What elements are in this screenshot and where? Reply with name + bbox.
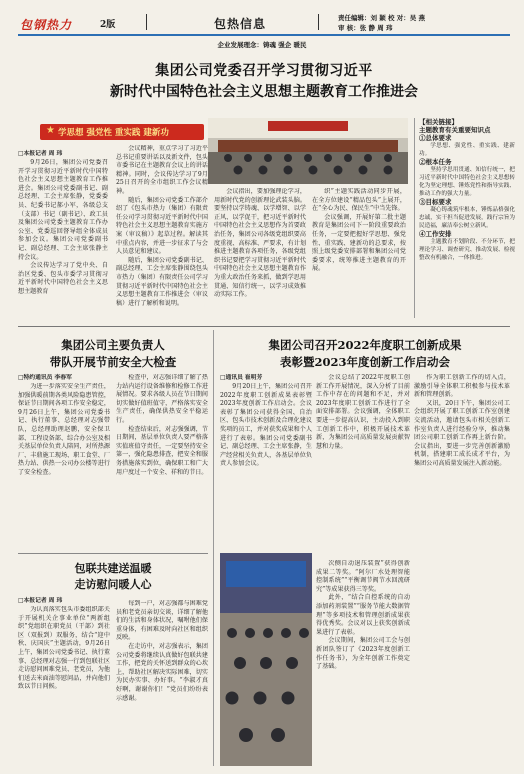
lead-byline: □本报记者 周 玮	[18, 151, 63, 157]
story3-byline: □本报记者 周 玮	[18, 598, 63, 604]
lead-col2-para-3: 随后，集团公司党委副书记、副总经理、工会主席张静围绕包头市热力（集团）有限责任公司学习贯彻习近平新时代中国特色社会主义思想主题教育工作推进会（审议稿）进行了解析和说明。	[116, 256, 208, 307]
lead-col1-para-1: 9月26日，集团公司党委召开学习贯彻习近平新时代中国特色社会主义思想主题教育工作推进会。集团公司党委副书记、副总经理、工会主席张静，党委委员、纪委书记郝小军，各级总支（支部）书记（副书记）、政工员及集团公司党委主题教育工作办公室、党委巡回督导组全体成员参加会议。集团公司党委副书记、副总经理、工会主席张静主持会议。	[18, 159, 108, 261]
sidebar-item-1-body: 学思想、强党性、重实践、建新功。	[419, 143, 515, 157]
lead-headline-line-1: 集团公司党委召开学习贯彻习近平	[155, 63, 373, 79]
page-number: 2版	[100, 20, 116, 30]
lead-column-1	[18, 159, 108, 321]
lead-headline-line-2: 新时代中国特色社会主义思想主题教育工作推进会	[110, 84, 418, 100]
story4-headline-line-1: 集团公司召开2022年度职工创新成果	[268, 338, 462, 352]
story4-headline-line-2: 表彰暨2023年度创新工作启动会	[279, 355, 450, 369]
sidebar-item-4-title: ④工作安排	[419, 230, 452, 238]
story2-headline-line-1: 集团公司主要负责人	[61, 338, 165, 352]
story4-byline: □通讯员 崔明芳	[220, 375, 263, 381]
story4-column-3	[316, 560, 410, 766]
story4-column-1	[220, 383, 312, 549]
masthead-divider-2	[318, 14, 319, 30]
sidebar-subheading: 主题教育有关重要知识点	[419, 126, 491, 134]
sidebar-item-1-title: ①总体要求	[419, 134, 452, 142]
story3-col2-para-1: 每到一户，对志强都与困难党员和老党员亲切交谈，详细了解他们的生活和身体状况，嘱咐他们保重身体，有困难及时向社区和组织反映。	[116, 600, 208, 642]
story3-headline-line-2: 走访慰问暖人心	[74, 578, 152, 591]
masthead-rule	[18, 34, 510, 36]
section-divider	[18, 326, 510, 327]
story4-col4-para-1: 作为职工创新工作的切入点，激励引导全体职工积极参与技术革新和管理创新。	[414, 374, 510, 399]
story2-byline: □特约通讯员 李春军	[18, 375, 72, 381]
story3-headline-line-1: 包联共建送温暖	[74, 562, 152, 575]
lead-col4-para-1: 织”主题实践活动同步开展，在全方位建设“精品包头”上展开，在“全心为民、保民生”中当先锋。	[312, 188, 406, 213]
lead-col2-para-1: 会议精神，重点学习了习近平总书记重要讲话以及新文件，包头市委书记在主题教育会议上的讲话精神。同时，会议传达学习了9月25日召开的全市组织工作会议精神。	[116, 145, 208, 195]
story2-column-1	[18, 383, 110, 549]
editor-line-2: 审 核：张 静 周 玮	[338, 24, 393, 32]
slogan-banner	[40, 124, 204, 140]
company-motto: 企业发展理念：铸魂 强企 暖民	[217, 41, 307, 49]
section-title: 包热信息	[214, 17, 267, 31]
story4-column-4	[414, 374, 510, 766]
award-ceremony-photo-image	[220, 553, 312, 766]
lead-col2-para-2: 随后，集团公司党委工作部介绍了《包头市热力（集团）有限责任公司学习贯彻习近平新时代中国特色社会主义思想主题教育实施方案（审议稿）》起草过程。解读其中重点内容，并进一步征求了与会人员意见和建议。	[116, 196, 208, 256]
lead-col3-para-1: 会议指出，要加强理论学习，用新时代党的创新理论武装头脑。要坚持以学铸魂、以学增智、以学正风、以学促干，把习近平新时代中国特色社会主义思想作为首要政治任务，集团公司各级党组织要高度重视、高标准、严要求，有计划推进主题教育各项任务，各级党组织书记要把学习贯彻习近平新时代中国特色社会主义思想主题教育作为重大政治任务来抓，做到学思用贯通、知信行统一，以学习成效推动实际工作。	[214, 188, 306, 299]
lead-col4-para-2: 会议强调，开展好第二批主题教育是集团公司下一阶段重要政治任务，一定要把握好学思想、强党性、重实践、建新功的总要求，按照上级党委安排部署和集团公司党委要求，统筹推进主题教育的开展。	[312, 213, 406, 273]
story2-col1-para-1: 为进一步落实安全生产责任，加强供暖前期各类风险隐患管控，保证节日期间各项工作安全稳定，9月26日上午，集团公司党委书记、执行董事、总经理对志强带队，总经理助理赵鹏，安全保卫部、工程设备部、综合办公室及相关基层单位负责人陪同，对所热源厂、丰鼎施工现场、职工食堂、厂热力站、供热一公司办公楼等进行了安全检查。	[18, 383, 110, 476]
lead-column-2	[116, 145, 208, 321]
sidebar-item-3-body: 凝心铸魂筑牢根本，锤炼品格强化忠诚，实干担当促进发展，践行宗旨为民造福，廉洁奉公树立新风。	[419, 207, 515, 229]
sidebar-item-3-title: ③目标要求	[419, 198, 452, 206]
story2-col2-para-1: 检查中，对志强详细了解了热力站内运行设备维修和检修工作进展情况。要求各级人员在节日期间切实做好值班值守，严格落实安全生产责任，确保供热安全平稳运行。	[116, 374, 208, 424]
related-links-sidebar	[414, 118, 515, 318]
lead-column-4	[312, 188, 406, 321]
lead-column-3-text	[214, 188, 306, 321]
story4-col2-para-1: 会议总结了2022年度职工创新工作开展情况，深入分析了目前工作中存在的问题和不足，并对2023年度职工创新工作进行了全面安排部署。会议强调，全体职工要进一步提高认识，主动投入到职工创新工作中，积极开展技术革新，为集团公司高质量发展贡献智慧和力量。	[316, 374, 410, 450]
vertical-divider	[213, 330, 214, 766]
story4-col3-para-2: 此外，“结合自控系统的自动添加药剂装置”“服务节能大数据管理”等多项技术和管理创新成果获得优秀奖。会议对以上获奖创新成果进行了表彰。	[316, 594, 410, 636]
story4-col4-para-2: 又讯，20日下午，集团公司工会组织开展了职工创新工作室创建交流活动，邀请包头市相关创新工作室负责人进行经验分享，推动集团公司职工创新工作再上新台阶。会议指出，要进一步完善创新激励机制，搭建职工成长成才平台，为集团公司高质量发展注入新动能。	[414, 399, 510, 467]
paper-name: 包钢热力	[20, 18, 73, 32]
story2-headline-line-2: 带队开展节前安全大检查	[49, 355, 177, 369]
editor-line-1: 责任编辑：刘 颖 校 对：吴 燕	[338, 14, 426, 22]
story4-column-2	[316, 374, 410, 549]
story2-col2-para-2: 检查结束后，对志强强调，节日期间，基层单位负责人要严格落实值班值守责任，一定要坚持安全第一，强化隐患排查，把安全和服务措施落实到位，确保职工和广大用户度过一个安全、祥和的节日。	[116, 425, 208, 476]
story4-col3-para-3: 会议期间，集团公司工会与创新团队签订了《2023年度创新工作任务书》，为全年创新工作奠定了基础。	[316, 637, 410, 671]
banner-star-icon: ★	[46, 125, 55, 136]
masthead-divider-1	[146, 14, 147, 30]
story3-column-1	[18, 606, 110, 766]
story3-col1-para-1: 为认真落实包头市委组织部关于开展机关企事业单位“两新组织”党组织在职党员（干部）到社区（双报到）双服务，结合“迎中秋、庆国庆”主题活动，9月26日上午，集团公司党委书记、执行董事、总经理对志强一行到包联社区走访慰问困难党员、老党员，为他们送去米面油等慰问品，并向他们致以节日问候。	[18, 606, 110, 691]
banner-text: 学思想 强党性 重实践 建新功	[58, 128, 169, 138]
story4-col1-para-1: 9月20日上午，集团公司召开2022年度职工创新成果表彰暨2023年度创新工作启动会。会议表彰了集团公司获得全国、自治区、包头市技术创新及合理化建议奖项的员工，并对获奖成果和个人进行了表彰。集团公司党委副书记、副总经理、工会主席张静，生产经营相关负责人，各基层单位负责人参加会议。	[220, 383, 312, 468]
story3-col2-para-2: 在走访中，对志强表示，集团公司党委将继续认真做好包联共建工作，把党的关怀送到群众的心坎上，帮助社区解决实际困难，切实为民办实事、办好事。“李淑才真好啊，谢谢你们！”党员们纷纷表示感谢。	[116, 642, 208, 702]
sidebar-heading: 【相关链接】	[419, 118, 458, 126]
story-divider-left	[18, 553, 208, 554]
lead-col1-para-2: 会议传达学习了党中央、自治区党委、包头市委学习贯彻习近平新时代中国特色社会主义思想主题教育	[18, 262, 108, 295]
story2-column-2	[116, 374, 208, 549]
story4-col3-para-1: 次侧自动退压装置”获得创新成果二等奖。“阿尔厂水处理智能控制系统”“平衡调节阀节水回流研究”等成果获得三等奖。	[316, 560, 410, 593]
award-ceremony-photo-image-box	[220, 553, 312, 766]
sidebar-item-2-body: 坚持学思用贯通、知信行统一，把习近平新时代中国特色社会主义思想转化为坚定理想、锤炼党性和指导实践、推动工作的强大力量。	[419, 167, 515, 197]
story3-column-2	[116, 600, 208, 766]
sidebar-item-2-title: ②根本任务	[419, 158, 452, 166]
sidebar-item-4-body: 主题教育不划阶段、不分环节，把理论学习、调查研究、推动发展、检视整改有机融合，一体推进。	[419, 239, 515, 261]
